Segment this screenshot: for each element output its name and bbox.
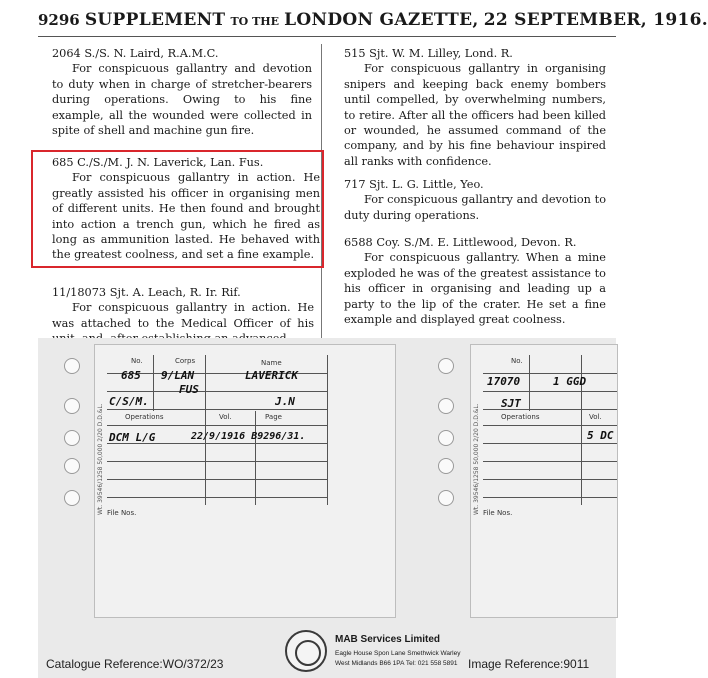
- label-operations: Operations: [125, 413, 164, 421]
- citation-heading: 11/18073 Sjt. A. Leach, R. Ir. Rif.: [52, 286, 241, 299]
- label-file-nos: File Nos.: [107, 509, 137, 517]
- citation-littlewood: [344, 235, 606, 327]
- header-rule: [38, 36, 616, 37]
- hw-reference: 22/9/1916 B9296/31.: [191, 431, 306, 442]
- label-vol: Vol.: [589, 413, 602, 421]
- title-supplement: SUPPLEMENT: [84, 10, 226, 30]
- citation-heading: 717 Sjt. L. G. Little, Yeo.: [344, 178, 484, 191]
- hw-vol: 5 DC: [587, 429, 614, 442]
- hw-operations: DCM L/G: [109, 431, 156, 444]
- citation-little: [344, 177, 606, 223]
- citation-heading: 685 C./S./M. J. N. Laverick, Lan. Fus.: [52, 156, 264, 169]
- label-vol: Vol.: [219, 413, 232, 421]
- label-corps: Corps: [175, 357, 196, 365]
- citation-text: For conspicuous gallantry in organising snipers and keeping back enemy bombers until compelled, by overwhelming numbers, to retire. After all the officers had been killed or wounded, he assumed command of the company, and by his fine behaviour inspired all ranks with confidence.: [344, 62, 606, 168]
- punch-hole: [438, 358, 454, 374]
- punch-hole: [64, 358, 80, 374]
- label-operations: Operations: [501, 413, 540, 421]
- medal-card-scan: [38, 338, 616, 678]
- punch-holes-left: [50, 338, 90, 658]
- gazette-date: 22 SEPTEMBER, 1916.: [483, 10, 708, 30]
- hw-number: 685: [121, 369, 141, 382]
- catalogue-reference: Catalogue Reference:WO/372/23: [46, 657, 224, 671]
- image-reference: Image Reference:9011: [468, 657, 590, 671]
- hw-corps-line2: FUS: [179, 383, 199, 396]
- citation-heading: 515 Sjt. W. M. Lilley, Lond. R.: [344, 47, 513, 60]
- highlight-box: [31, 150, 324, 268]
- hw-surname: LAVERICK: [245, 369, 298, 382]
- citation-text: For conspicuous gallantry and devotion to duty when in charge of stretcher-bearers during operations. Owing to his fine example, all the wounded were collected in spite of shell and machine gun fire.: [52, 62, 312, 138]
- title-london-gazette: LONDON GAZETTE,: [284, 10, 479, 30]
- card-side-print: Wt. 39546/1258 50,000 2/20 D.D.&L.: [97, 403, 104, 515]
- citation-heading: 6588 Coy. S./M. E. Littlewood, Devon. R.: [344, 236, 577, 249]
- citation-laird: [52, 46, 312, 138]
- hw-corps: 1 GGD: [553, 375, 587, 388]
- medal-card-left: [94, 344, 396, 618]
- punch-hole: [64, 430, 80, 446]
- citation-lilley: [344, 46, 606, 169]
- punch-hole: [438, 398, 454, 414]
- label-no: No.: [511, 357, 523, 365]
- page-number: 9296: [38, 11, 80, 29]
- label-file-nos: File Nos.: [483, 509, 513, 517]
- punch-hole: [438, 430, 454, 446]
- medal-card-right: [470, 344, 618, 618]
- label-page: Page: [265, 413, 282, 421]
- punch-hole: [64, 458, 80, 474]
- stamp-address-line1: Eagle House Spon Lane Smethwick Warley: [335, 650, 461, 657]
- card-side-print: Wt. 39546/1258 50,000 2/20 D.D.&L.: [473, 403, 480, 515]
- hw-rank: SJT: [501, 397, 521, 410]
- stamp-title: MAB Services Limited: [335, 634, 441, 645]
- punch-hole: [64, 490, 80, 506]
- title-to-the: TO THE: [230, 15, 280, 28]
- hw-number: 17070: [487, 375, 521, 388]
- mab-logo-icon: [285, 630, 327, 672]
- hw-initials: J.N: [275, 395, 295, 408]
- punch-hole: [438, 490, 454, 506]
- citation-heading: 2064 S./S. N. Laird, R.A.M.C.: [52, 47, 219, 60]
- punch-hole: [438, 458, 454, 474]
- citation-text: For conspicuous gallantry. When a mine exploded he was of the greatest assistance to his officer in organising and leading up a party to the lip of the crater. He set a fine example and displayed great coolness.: [344, 251, 606, 327]
- citation-text: For conspicuous gallantry in action. He was attached to the Medical Officer of his: [52, 301, 314, 330]
- gazette-header: [38, 10, 708, 34]
- citation-text: For conspicuous gallantry in action. He greatly assisted his officer in organising men of different units. He then found and brought into action a trench gun, which he fired as long as ammunition lasted. He behaved with the greatest coolness, and set a fine example.: [52, 171, 320, 262]
- label-no: No.: [131, 357, 143, 365]
- label-name: Name: [261, 359, 282, 367]
- citation-text: For conspicuous gallantry and devotion to duty during operations.: [344, 193, 606, 222]
- hw-rank: C/S/M.: [109, 395, 149, 408]
- hw-corps: 9/LAN: [161, 369, 195, 382]
- punch-hole: [64, 398, 80, 414]
- punch-holes-right: [424, 338, 464, 658]
- stamp-address-line2: West Midlands B66 1PA Tel: 021 558 5891: [335, 660, 458, 667]
